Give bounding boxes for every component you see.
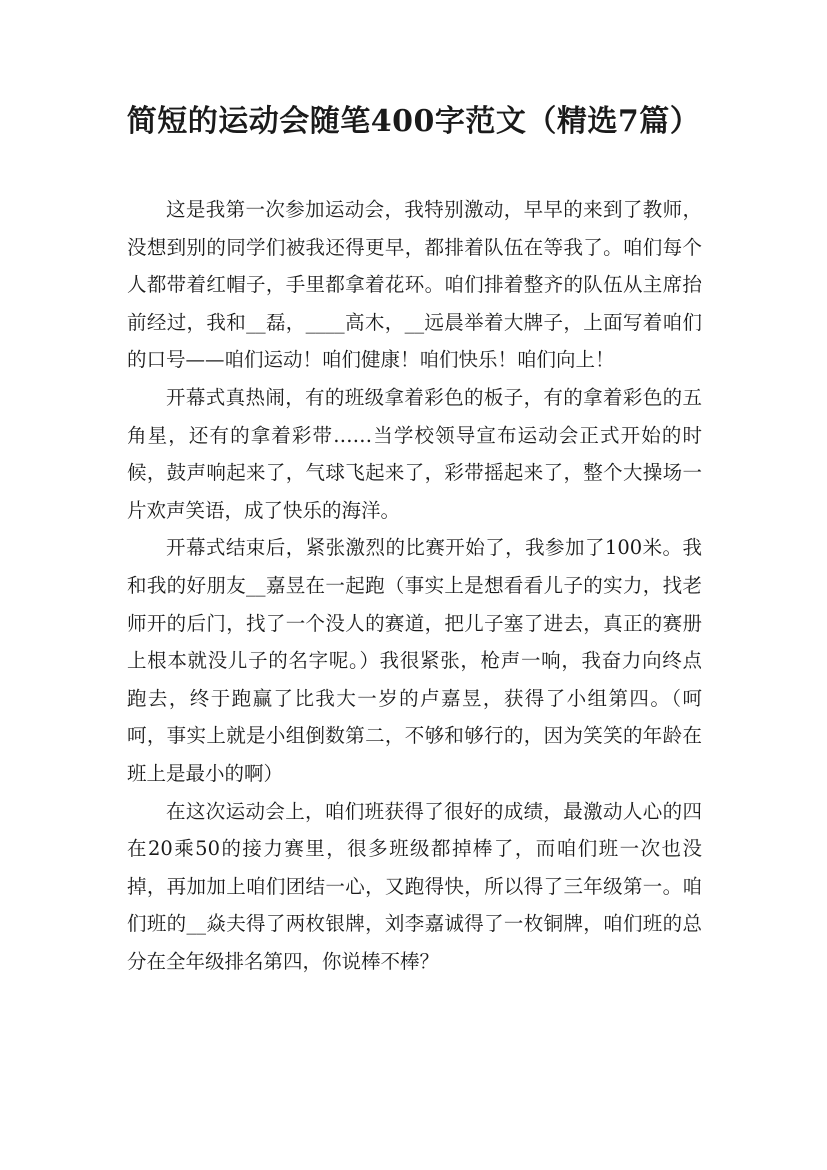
paragraph-2: 开幕式真热闹，有的班级拿着彩色的板子，有的拿着彩色的五角星，还有的拿着彩带……当学校领导宣布运动会正式开始的时候，鼓声响起来了，气球飞起来了，彩带摇起来了，整个大操场一片欢声笑语，成了快乐的海洋。 (127, 385, 702, 522)
document-title: 简短的运动会随笔400字范文（精选7篇） (126, 104, 701, 139)
paragraph-4: 在这次运动会上，咱们班获得了很好的成绩，最激动人心的四在20乘50的接力赛里，很多班级都掉棒了，而咱们班一次也没掉，再加加上咱们团结一心，又跑得快，所以得了三年级第一。咱们班的__焱夫得了两枚银牌，刘李嘉诚得了一枚铜牌，咱们班的总分在全年级排名第四，你说棒不棒？ (127, 799, 702, 973)
paragraph-3: 开幕式结束后，紧张激烈的比赛开始了，我参加了100米。我和我的好朋友__嘉昱在一起跑（事实上是想看看儿子的实力，找老师开的后门，找了一个没人的赛道，把儿子塞了进去，真正的赛册上根本就没儿子的名字呢。）我很紧张，枪声一响，我奋力向终点跑去，终于跑赢了比我大一岁的卢嘉昱，获得了小组第四。（呵呵，事实上就是小组倒数第二，不够和够行的，因为笑笑的年龄在班上是最小的啊） (127, 536, 702, 785)
document-body (127, 191, 702, 980)
paragraph-1: 这是我第一次参加运动会，我特别激动，早早的来到了教师，没想到别的同学们被我还得更早，都排着队伍在等我了。咱们每个人都带着红帽子，手里都拿着花环。咱们排着整齐的队伍从主席抬前经过，我和__磊，____高木，__远晨举着大牌子，上面写着咱们的口号——咱们运动！咱们健康！咱们快乐！咱们向上！ (127, 198, 702, 372)
